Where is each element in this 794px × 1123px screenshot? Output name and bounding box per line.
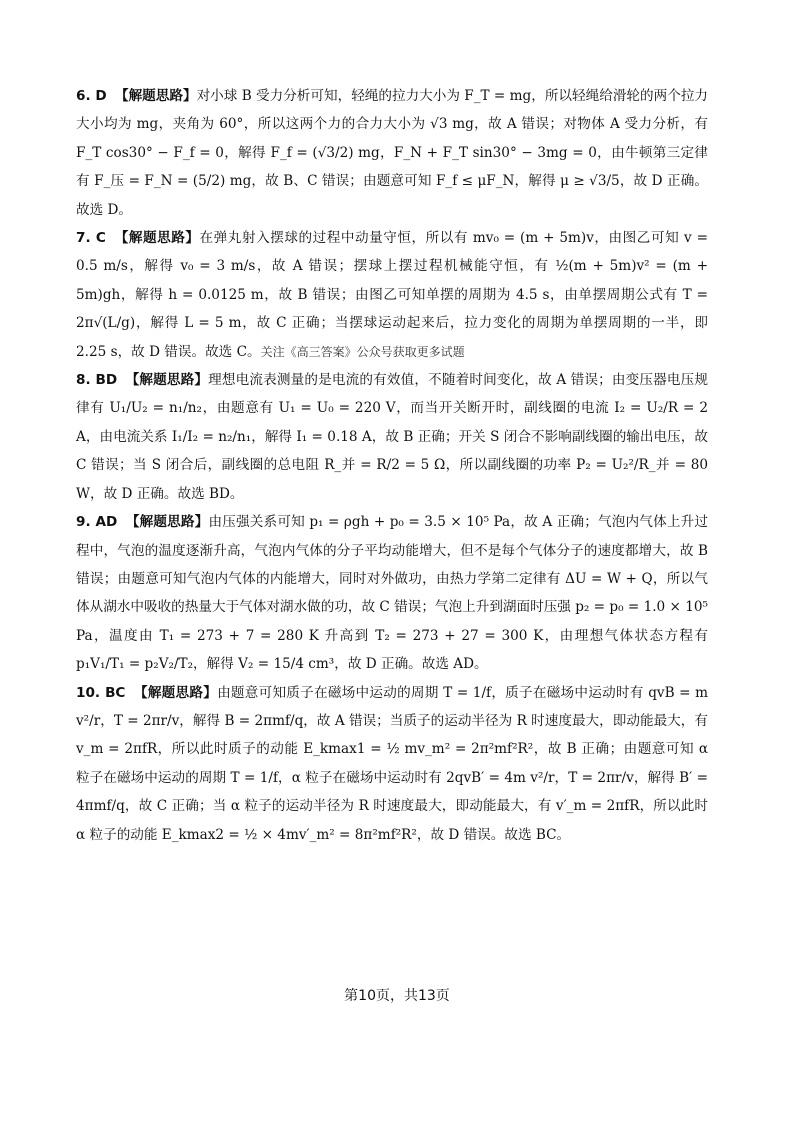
answer-text: 对小球 B 受力分析可知，轻绳的拉力大小为 F_T = mg，所以轻绳给滑轮的两个拉力大小均为 mg，夹角为 60°，所以这两个力的合力大小为 √3 mg，故 A 错误；对物体 A 受力分析，有 F_T cos30° − F_f = 0，解得 F_f = (√3/2) mg，F_N + F_T sin30° − 3mg = 0，由牛顿第三定律有 F_压 = F_N = (5/2) mg，故 B、C 错误；由题意可知 F_f ≤ μF_N，解得 μ ≥ √3/5，故 D 正确。故选 D。 [76,88,709,218]
answer-tag: 【解题思路】 [125,372,209,389]
answer-list [76,82,708,849]
answer-text: 由压强关系可知 p₁ = ρgh + p₀ = 3.5 × 10⁵ Pa，故 A 正确；气泡内气体上升过程中，气泡的温度逐渐升高，气泡内气体的分子平均动能增大，但不是每个气体分子的速度都增大，故 B 错误；由题意可知气泡内气体的内能增大，同时对外做功，由热力学第二定律有 ΔU = W + Q，所以气体从湖水中吸收的热量大于气体对湖水做的功，故 C 错误；气泡上升到湖面时压强 p₂ = p₀ = 1.0 × 10⁵ Pa，温度由 T₁ = 273 + 7 = 280 K 升高到 T₂ = 273 + 27 = 300 K，由理想气体状态方程有 p₁V₁/T₁ = p₂V₂/T₂，解得 V₂ = 15/4 cm³，故 D 正确。故选 AD。 [76,514,708,673]
answer-text: 在弹丸射入摆球的过程中动量守恒，所以有 mv₀ = (m + 5m)v，由图乙可知 v = 0.5 m/s，解得 v₀ = 3 m/s，故 A 错误；摆球上摆过程机械能守恒，有 ½(m + 5m)v² = (m + 5m)gh，解得 h = 0.0125 m，故 B 错误；由图乙可知单摆的周期为 4.5 s，由单摆周期公式有 T = 2π√(L/g)，解得 L = 5 m，故 C 正确；当摆球运动起来后，拉力变化的周期为单摆周期的一半，即 2.25 s，故 D 错误。故选 C。 [76,230,708,360]
answer-tag: 【解题思路】 [114,230,200,247]
answer-item-8 [76,366,708,508]
answer-text: 由题意可知质子在磁场中运动的周期 T = 1/f，质子在磁场中运动时有 qvB = m v²/r，T = 2πr/v，解得 B = 2πmf/q，故 A 错误；当质子的运动半径为 R 时速度最大，即动能最大，有 v_m = 2πfR，所以此时质子的动能 E_kmax1 = ½ mv_m² = 2π²mf²R²，故 B 正确；由题意可知 α 粒子在磁场中运动的周期 T = 1/f，α 粒子在磁场中运动时有 2qvB′ = 4m v²/r，T = 2πr/v，解得 B′ = 4πmf/q，故 C 正确；当 α 粒子的运动半径为 R 时速度最大，即动能最大，有 v′_m = 2πfR，所以此时 α 粒子的动能 E_kmax2 = ½ × 4mv′_m² = 8π²mf²R²，故 D 错误。故选 BC。 [76,684,709,843]
answer-tag: 【解题思路】 [125,514,209,531]
answer-item-10 [76,679,708,849]
page-footer: 第10页，共13页 [344,988,450,1004]
promo-note: 关注《高三答案》公众号获取更多试题 [260,344,465,359]
answer-number: 10. BC [76,684,126,701]
answer-item-6 [76,82,708,224]
answer-item-7 [76,224,708,366]
answer-number: 8. BD [76,372,118,389]
answer-item-9 [76,508,708,678]
answer-tag: 【解题思路】 [114,88,197,104]
answer-text: 理想电流表测量的是电流的有效值，不随着时间变化，故 A 错误；由变压器电压规律有 U₁/U₂ = n₁/n₂，由题意有 U₁ = U₀ = 220 V，而当开关断开时，副线圈的电流 I₂ = U₂/R = 2 A，由电流关系 I₁/I₂ = n₂/n₁，解得 I₁ = 0.18 A，故 B 正确；开关 S 闭合不影响副线圈的输出电压，故 C 错误；当 S 闭合后，副线圈的总电阻 R_并 = R/2 = 5 Ω，所以副线圈的功率 P₂ = U₂²/R_并 = 80 W，故 D 正确。故选 BD。 [76,372,708,502]
answer-tag: 【解题思路】 [133,684,218,701]
answer-number: 9. AD [76,514,118,531]
answer-number: 6. D [76,88,107,104]
answer-number: 7. C [76,230,106,247]
